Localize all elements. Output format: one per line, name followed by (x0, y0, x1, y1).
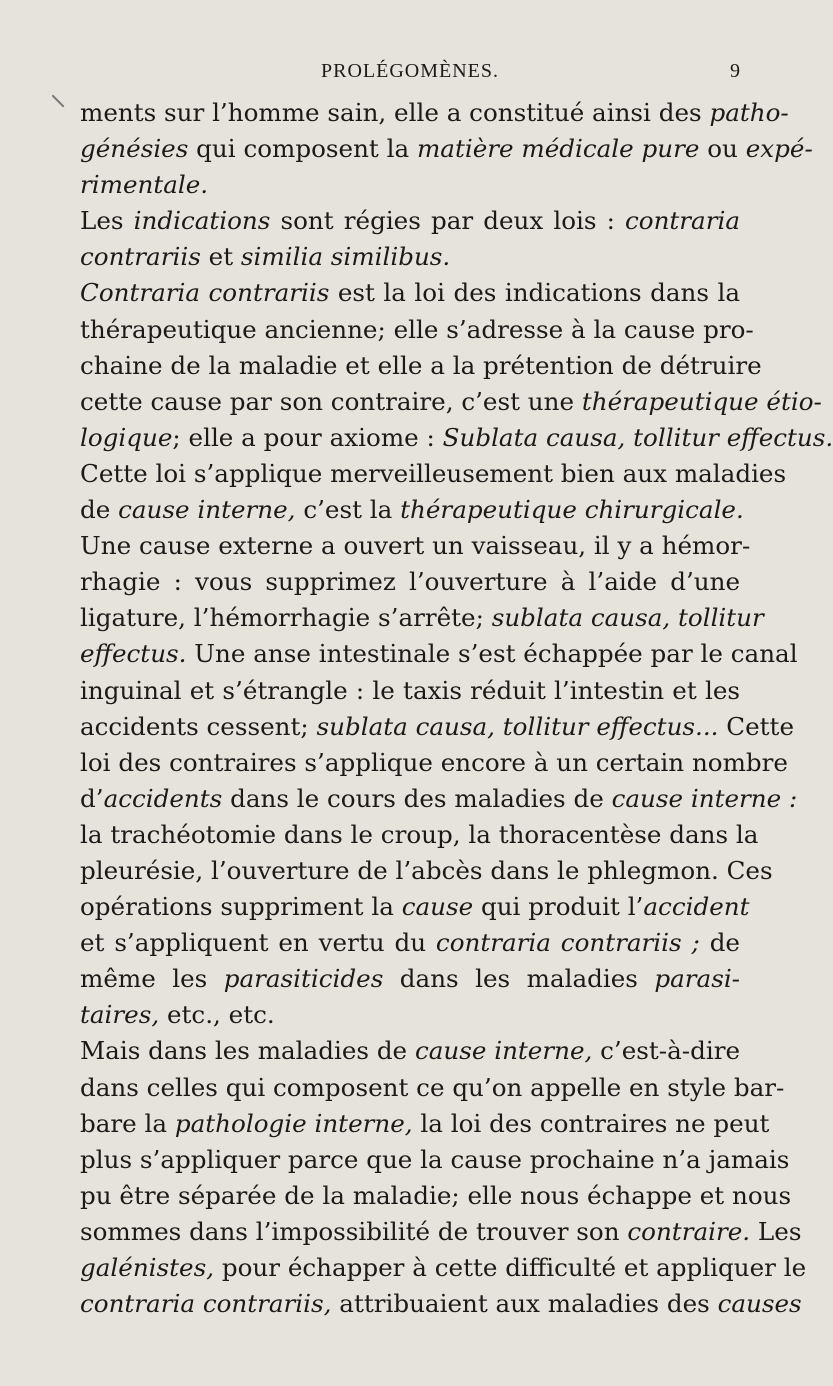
text-run: même les (80, 964, 224, 994)
text-line (80, 1142, 790, 1178)
italic-text: génésies (80, 134, 189, 164)
italic-text: indications (133, 206, 271, 236)
text-line (80, 456, 787, 492)
text-run: dans le cours des maladies de (222, 783, 612, 813)
italic-text: contrariis (80, 242, 201, 272)
text-run: thérapeutique ancienne; elle s’adresse à la cause pro- (80, 314, 754, 344)
text-run: sont régies par deux lois : (270, 206, 625, 236)
text-run: la loi des contraires ne peut (412, 1108, 770, 1138)
italic-text: thérapeutique chirurgicale. (400, 495, 744, 525)
text-run: dans les maladies (383, 964, 655, 994)
text-run: ou (699, 134, 746, 164)
text-line (80, 673, 740, 709)
text-run: ments sur l’homme sain, elle a constitué ainsi des (80, 98, 710, 127)
text-run: pleurésie, l’ouverture de l’abcès dans le phlegmon. Ces (80, 855, 773, 885)
italic-text: causes (717, 1289, 802, 1319)
text-line (80, 745, 788, 781)
text-line (80, 1250, 807, 1286)
text-run: la trachéotomie dans le croup, la thoracentèse dans la (80, 819, 759, 849)
italic-text: taires, (80, 1000, 160, 1030)
text-line (80, 1106, 770, 1142)
text-run: c’est la (295, 495, 401, 525)
text-run: rhagie : vous supprimez l’ouverture à l’aide d’une (80, 567, 740, 597)
text-line (80, 961, 740, 997)
italic-text: cause interne, (414, 1036, 593, 1066)
text-line (80, 1214, 802, 1250)
text-run: Mais dans les maladies de (80, 1036, 415, 1066)
text-run: et s’appliquent en vertu du (80, 928, 436, 958)
text-run: qui produit l’ (473, 892, 644, 922)
text-line (80, 817, 759, 853)
italic-text: cause interne, (118, 495, 296, 525)
text-run: c’est-à-dire (592, 1036, 741, 1066)
text-line (80, 492, 744, 528)
text-line (80, 997, 740, 1033)
text-line (80, 95, 789, 131)
italic-text: effectus. (80, 639, 187, 669)
text-line (80, 203, 740, 239)
text-line (80, 131, 813, 167)
running-head: PROLÉGOMÈNES. (320, 60, 499, 82)
italic-text: expé- (745, 134, 813, 164)
italic-text: matière médicale pure (416, 134, 700, 164)
italic-text: Sublata causa, tollitur effectus. (442, 422, 833, 452)
text-line (80, 167, 740, 203)
text-line (80, 1033, 740, 1069)
text-line (80, 239, 740, 275)
italic-text: contraria (625, 206, 741, 236)
italic-text: patho- (709, 98, 789, 127)
text-run: cette cause par son contraire, c’est une (80, 386, 582, 416)
italic-text: cause interne : (611, 783, 798, 813)
italic-text: pathologie interne, (174, 1108, 413, 1138)
text-run: Cette loi s’applique merveilleusement bien aux maladies (80, 458, 787, 488)
text-run: de (699, 928, 740, 958)
text-run: Une cause externe a ouvert un vaisseau, il y a hémor- (80, 531, 751, 561)
italic-text: parasi- (654, 964, 740, 994)
text-run: dans celles qui composent ce qu’on appelle en style bar- (80, 1072, 785, 1102)
text-line (80, 889, 750, 925)
italic-text: parasiticides (223, 964, 384, 994)
italic-text: sublata causa, tollitur (491, 603, 764, 633)
text-run: plus s’appliquer parce que la cause prochaine n’a jamais (80, 1144, 790, 1174)
text-run: inguinal et s’étrangle : le taxis réduit l’intestin et les (80, 675, 740, 705)
text-run: est la loi des indications dans la (329, 278, 740, 308)
italic-text: contraire. (627, 1216, 751, 1246)
italic-text: rimentale. (80, 170, 209, 200)
text-line (80, 528, 751, 564)
text-run: chaine de la maladie et elle a la prétention de détruire (80, 350, 762, 380)
text-line (80, 312, 754, 348)
page-number: 9 (730, 60, 740, 82)
text-run: Les (80, 206, 134, 236)
text-run: Cette (718, 711, 794, 741)
italic-text: cause (401, 892, 474, 922)
text-line (80, 384, 822, 420)
text-run: loi des contraires s’applique encore à un certain nombre (80, 747, 788, 777)
text-line (80, 600, 764, 636)
text-run: ligature, l’hémorrhagie s’arrête; (80, 603, 492, 633)
page-header (80, 60, 740, 90)
italic-text: contraria contrariis, (80, 1289, 332, 1319)
text-line (80, 275, 740, 311)
text-run: pour échapper à cette difficulté et appliquer le (214, 1253, 807, 1282)
italic-text: sublata causa, tollitur effectus... (316, 711, 719, 741)
italic-text: logique (80, 422, 173, 452)
italic-text: accident (643, 892, 750, 922)
text-line (80, 636, 798, 672)
text-run: pu être séparée de la maladie; elle nous échappe et nous (80, 1180, 792, 1210)
italic-text: galénistes, (80, 1253, 215, 1282)
text-run: bare la (80, 1108, 175, 1138)
text-line (80, 781, 798, 817)
text-run: d’ (80, 783, 104, 813)
text-run: Les (750, 1216, 802, 1246)
body-text (80, 95, 833, 1322)
italic-text: thérapeutique étio- (581, 386, 822, 416)
text-run: attribuaient aux maladies des (331, 1289, 718, 1319)
text-line (80, 1178, 792, 1214)
text-line (80, 709, 794, 745)
italic-text: similia similibus. (240, 242, 451, 272)
text-run: de (80, 495, 119, 525)
italic-text: accidents (103, 783, 223, 813)
text-line (80, 925, 740, 961)
italic-text: contraria contrariis ; (435, 928, 700, 958)
text-run: et (200, 242, 241, 272)
text-line (80, 1286, 802, 1322)
text-run: ; elle a pour axiome : (172, 422, 443, 452)
text-line (80, 1070, 785, 1106)
text-run: sommes dans l’impossibilité de trouver son (80, 1216, 628, 1246)
text-line (80, 853, 773, 889)
text-run: opérations suppriment la (80, 892, 402, 922)
italic-text: Contraria contrariis (80, 278, 330, 308)
margin-mark (52, 95, 65, 108)
text-run: accidents cessent; (80, 711, 317, 741)
text-line (80, 348, 762, 384)
text-run: Une anse intestinale s’est échappée par le canal (186, 639, 798, 669)
text-run: qui composent la (188, 134, 417, 164)
text-run: etc., etc. (159, 1000, 275, 1030)
text-line (80, 564, 740, 600)
text-line (80, 420, 833, 456)
